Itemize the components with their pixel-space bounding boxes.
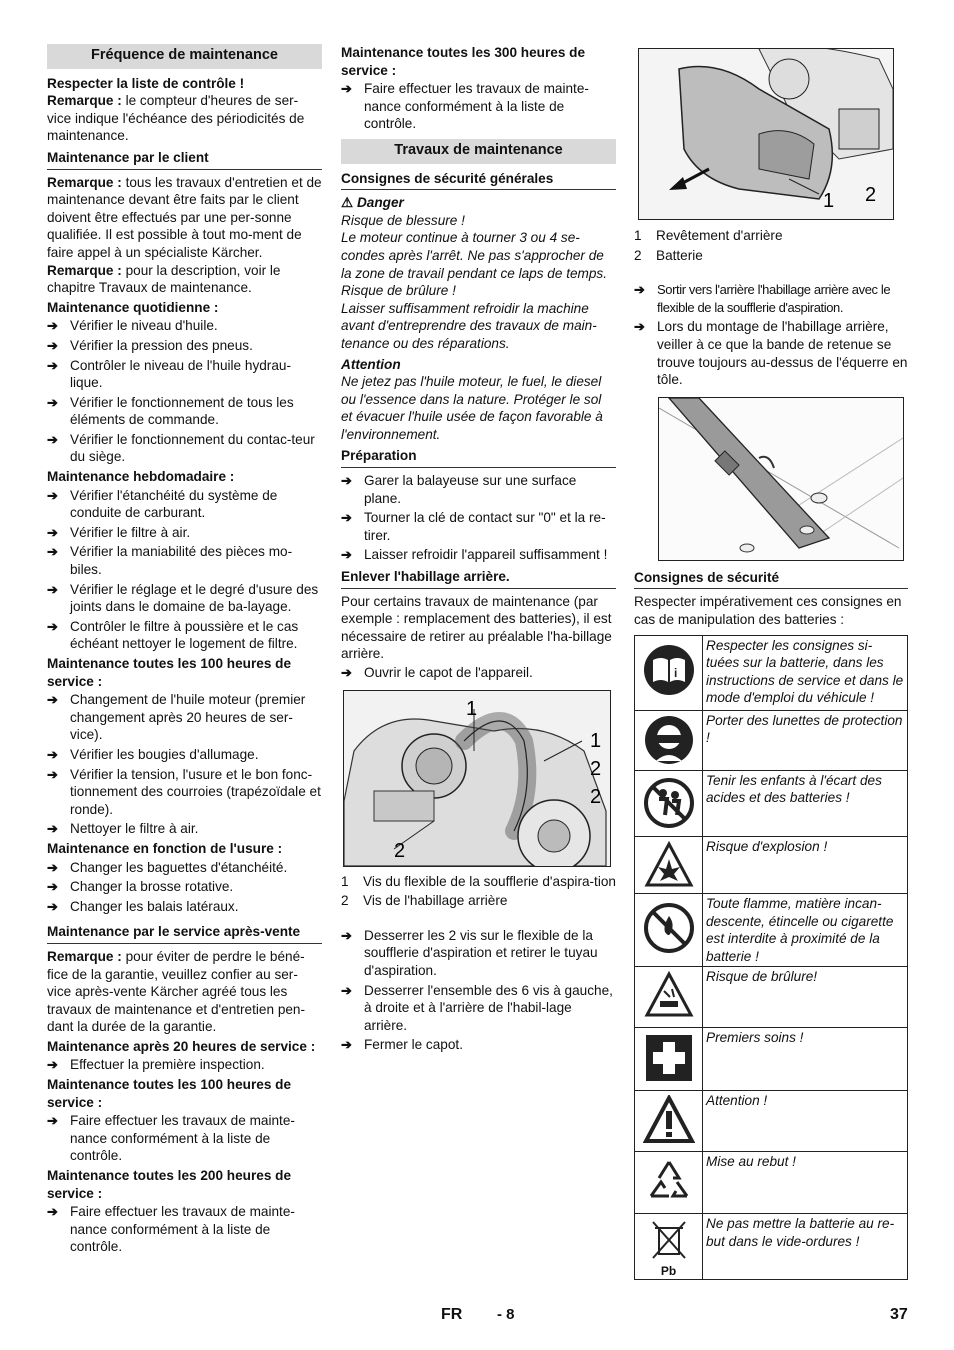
- danger-line: Laisser suffisamment refroidir la machine avant d'entreprendre des travaux de main-tenance ou des réparations.: [341, 300, 597, 351]
- warning-icon: [635, 1091, 703, 1152]
- heading-weekly: Maintenance hebdomadaire :: [47, 469, 235, 485]
- danger-line: Risque de brûlure !: [341, 283, 456, 299]
- acid-burn-icon: [635, 967, 703, 1028]
- no-bin-icon: [635, 1214, 703, 1280]
- client-note: Remarque : tous les travaux d'entretien et de maintenance devant être faits par le client doivent être effectués par une per-sonne qualifiée. Il est possible à tout mo-ment de faire appel à un spécialiste Kärcher.: [47, 174, 322, 260]
- svg-text:i: i: [673, 665, 677, 680]
- danger-line: Le moteur continue à tourner 3 ou 4 se-condes après l'arrêt. Ne pas s'approcher de la zone de travail pendant ce laps de temps.: [341, 230, 608, 281]
- list-item: ➔ Vérifier le réglage et le degré d'usure des joints dans le domaine de ba-layage.: [47, 581, 319, 615]
- list-item: ➔ Ouvrir le capot de l'appareil.: [341, 665, 533, 680]
- table-cell: Porter des lunettes de protection !: [703, 710, 908, 770]
- warning-triangle-icon: ⚠: [341, 195, 354, 211]
- table-row: [635, 770, 908, 836]
- heading-client-maintenance: Maintenance par le client: [47, 149, 322, 170]
- list-item: ➔ Effectuer la première inspection.: [47, 1057, 265, 1073]
- table-cell: Risque d'explosion !: [703, 836, 908, 894]
- arrow-icon: ➔: [47, 1057, 58, 1073]
- list-300h: [341, 80, 616, 133]
- wear-list: [47, 859, 322, 916]
- danger-line: Risque de blessure !: [341, 212, 465, 228]
- legend-item: 1 Revêtement d'arrière: [634, 228, 783, 243]
- list-100h: [47, 691, 322, 838]
- list-item: ➔ Fermer le capot.: [341, 1037, 463, 1053]
- list-item: ➔ Changer les baguettes d'étanchéité.: [47, 859, 288, 875]
- arrow-icon: ➔: [341, 81, 352, 97]
- callout-label: 2: [590, 757, 602, 780]
- heading-wear: Maintenance en fonction de l'usure :: [47, 840, 283, 856]
- callout-label: 2: [394, 839, 406, 862]
- callout-label: 1: [590, 729, 602, 752]
- footer-page-number: 37: [890, 1306, 908, 1323]
- list-item: ➔ Vérifier la maniabilité des pièces mo-biles.: [47, 544, 293, 578]
- callout-label: 1: [823, 190, 835, 212]
- table-row: [635, 1028, 908, 1091]
- list-item: ➔ Faire effectuer les travaux de mainte-nance conformément à la liste de contrôle.: [47, 1204, 295, 1255]
- list-item: ➔ Vérifier le fonctionnement de tous les éléments de commande.: [47, 394, 294, 428]
- table-cell: Premiers soins !: [703, 1028, 908, 1091]
- heading-daily: Maintenance quotidienne :: [47, 299, 219, 315]
- list-item: ➔ Nettoyer le filtre à air.: [47, 821, 199, 837]
- table-row: [635, 1152, 908, 1214]
- arrow-icon: ➔: [47, 618, 58, 634]
- heading-after-sales: Maintenance par le service après-vente: [47, 923, 322, 944]
- arrow-icon: ➔: [47, 337, 58, 353]
- footer-language: FR: [441, 1306, 463, 1323]
- attention-text: Ne jetez pas l'huile moteur, le fuel, le diesel ou l'essence dans la nature. Protéger le sol et évacuer l'huile usée de façon favorable à l'environnement.: [341, 374, 603, 442]
- heading-preparation: Préparation: [341, 447, 616, 468]
- list-item: ➔ Vérifier la tension, l'usure et le bon fonc-tionnement des courroies (trapézoïdale et ronde).: [47, 766, 321, 817]
- attention-label: Attention: [341, 356, 401, 372]
- arrow-icon: ➔: [341, 1037, 352, 1053]
- legend-item: 2 Vis de l'habillage arrière: [341, 893, 508, 909]
- list-item: ➔ Desserrer les 2 vis sur le flexible de la soufflerie d'aspiration et retirer le tuyau d'aspiration.: [341, 927, 598, 978]
- column-1: [47, 42, 322, 1258]
- list-item: ➔ Faire effectuer les travaux de mainte-nance conformément à la liste de contrôle.: [47, 1113, 295, 1164]
- list-item: ➔ Vérifier l'étanchéité du système de conduite de carburant.: [47, 487, 278, 521]
- arrow-icon: ➔: [47, 692, 58, 708]
- list-item: ➔ Vérifier le filtre à air.: [47, 524, 191, 540]
- arrow-icon: ➔: [47, 859, 58, 875]
- table-cell: Respecter les consignes si-tuées sur la batterie, dans les instructions de service et dans le mode d'emploi du véhicule !: [703, 635, 908, 710]
- table-row: [635, 836, 908, 894]
- list-item: ➔ Vérifier les bougies d'allumage.: [47, 746, 259, 762]
- table-cell: Ne pas mettre la batterie au re-but dans le vide-ordures !: [703, 1214, 908, 1280]
- rear-cover-steps: [634, 281, 908, 389]
- legend-item: 1 Vis du flexible de la soufflerie d'aspira-tion: [341, 873, 616, 889]
- list-item: ➔ Laisser refroidir l'appareil suffisamment !: [341, 547, 608, 563]
- table-row: [635, 1091, 908, 1152]
- remove-text: Pour certains travaux de maintenance (par exemple : remplacement des batteries), il est nécessaire de retirer au préalable l'ha-billage arrière.: [341, 593, 612, 662]
- heading-20h: Maintenance après 20 heures de service :: [47, 1038, 316, 1054]
- list-item: ➔ Desserrer l'ensemble des 6 vis à gauche, à droite et à l'arrière de l'habil-lage arrière.: [341, 982, 613, 1033]
- arrow-icon: ➔: [47, 394, 58, 410]
- arrow-icon: ➔: [47, 487, 58, 503]
- arrow-icon: ➔: [47, 879, 58, 895]
- battery-safety-table: [634, 635, 908, 1281]
- first-aid-icon: [635, 1028, 703, 1091]
- list-item: ➔ Vérifier la pression des pneus.: [47, 337, 253, 353]
- list-item: ➔ Sortir vers l'arrière l'habillage arrière avec le flexible de la soufflerie d'aspiration.: [634, 282, 891, 315]
- remove-steps-2: [341, 927, 616, 1054]
- list-item: ➔ Vérifier le fonctionnement du contac-teur du siège.: [47, 431, 315, 465]
- list-item: ➔ Lors du montage de l'habillage arrière, veiller à ce que la bande de retenue se trouve toujours au-dessus de l'équerre en tôle.: [634, 319, 908, 388]
- intro-note: Remarque : le compteur d'heures de ser-vice indique l'échéance des périodicités de maintenance.: [47, 93, 305, 144]
- arrow-icon: ➔: [341, 547, 352, 563]
- heading-general-safety: Consignes de sécurité générales: [341, 170, 616, 191]
- list-item: ➔ Tourner la clé de contact sur "0" et la re-tirer.: [341, 510, 606, 543]
- list-item: ➔ Faire effectuer les travaux de mainte-nance conformément à la liste de contrôle.: [341, 81, 589, 132]
- heading-300h: Maintenance toutes les 300 heures de service :: [341, 45, 586, 78]
- section-title-maintenance-work: Travaux de maintenance: [341, 139, 616, 164]
- arrow-icon: ➔: [47, 1204, 58, 1220]
- arrow-icon: ➔: [341, 982, 352, 998]
- client-note-2: Remarque : pour la description, voir le chapitre Travaux de maintenance.: [47, 262, 281, 296]
- table-row: [635, 635, 908, 710]
- callout-label: 1: [466, 697, 478, 720]
- battery-safety-text: Respecter impérativement ces consignes en cas de manipulation des batteries :: [634, 594, 902, 627]
- arrow-icon: ➔: [47, 746, 58, 762]
- table-cell: Toute flamme, matière incan-descente, étincelle ou cigarette est interdite à proximité de la batterie !: [703, 894, 908, 967]
- list-item: ➔ Changer les balais latéraux.: [47, 898, 239, 914]
- rear-cover-illustration: [639, 49, 893, 219]
- table-cell: Attention !: [703, 1091, 908, 1152]
- bracket-figure: [658, 397, 904, 561]
- list-item: ➔ Contrôler le filtre à poussière et le cas échéant nettoyer le logement de filtre.: [47, 618, 299, 652]
- bracket-illustration: [659, 398, 903, 560]
- heading-remove-rear-cover: Enlever l'habillage arrière.: [341, 568, 616, 589]
- table-cell: Risque de brûlure!: [703, 967, 908, 1028]
- arrow-icon: ➔: [341, 510, 352, 526]
- list-item: ➔ Garer la balayeuse sur une surface plane.: [341, 473, 577, 506]
- pb-label: Pb: [660, 1263, 677, 1278]
- no-fire-icon: [635, 894, 703, 967]
- engine-figure: [343, 690, 611, 867]
- arrow-icon: ➔: [341, 665, 352, 680]
- explosion-icon: [635, 836, 703, 894]
- list-20h: [47, 1056, 322, 1074]
- heading-100h: Maintenance toutes les 100 heures de service :: [47, 656, 292, 689]
- checklist-heading: Respecter la liste de contrôle !: [47, 75, 245, 91]
- arrow-icon: ➔: [634, 319, 645, 335]
- after-sales-note: Remarque : pour éviter de perdre le béné-fice de la garantie, veuillez confier au ser-vice après-vente Kärcher agréé tous les travaux de maintenance et d'entretien pen-dant la durée de la garantie.: [47, 948, 306, 1035]
- column-3: [634, 48, 908, 1280]
- arrow-icon: ➔: [47, 1113, 58, 1129]
- table-cell: Mise au rebut !: [703, 1152, 908, 1214]
- arrow-icon: ➔: [634, 282, 645, 298]
- footer-page-small: - 8: [497, 1306, 515, 1323]
- table-row: [635, 894, 908, 967]
- legend-item: 2 Batterie: [634, 247, 703, 263]
- remove-steps: [341, 664, 616, 682]
- arrow-icon: ➔: [341, 473, 352, 489]
- column-2: [341, 42, 616, 1056]
- rear-cover-figure: [638, 48, 894, 220]
- arrow-icon: ➔: [47, 318, 58, 334]
- weekly-list: [47, 487, 322, 653]
- arrow-icon: ➔: [47, 581, 58, 597]
- list-service-100h: [47, 1112, 322, 1165]
- list-item: ➔ Contrôler le niveau de l'huile hydrau-lique.: [47, 357, 291, 391]
- heading-battery-safety: Consignes de sécurité: [634, 569, 908, 590]
- arrow-icon: ➔: [341, 927, 352, 943]
- list-item: ➔ Changer la brosse rotative.: [47, 879, 234, 895]
- arrow-icon: ➔: [47, 544, 58, 560]
- section-title-maintenance-frequency: Fréquence de maintenance: [47, 44, 322, 69]
- list-item: ➔ Changement de l'huile moteur (premier changement après 20 heures de ser-vice).: [47, 692, 306, 743]
- callout-label: 2: [590, 785, 602, 808]
- manual-icon: [635, 635, 703, 710]
- heading-service-200h: Maintenance toutes les 200 heures de service :: [47, 1168, 292, 1201]
- callout-label: 2: [865, 184, 877, 206]
- list-service-200h: [47, 1203, 322, 1256]
- arrow-icon: ➔: [47, 766, 58, 782]
- arrow-icon: ➔: [47, 357, 58, 373]
- goggles-icon: [635, 710, 703, 770]
- arrow-icon: ➔: [47, 821, 58, 837]
- prep-list: [341, 472, 616, 564]
- no-children-icon: [635, 770, 703, 836]
- table-row: [635, 967, 908, 1028]
- list-item: ➔ Vérifier le niveau d'huile.: [47, 318, 218, 334]
- table-cell: Tenir les enfants à l'écart des acides et des batteries !: [703, 770, 908, 836]
- arrow-icon: ➔: [47, 898, 58, 914]
- heading-service-100h: Maintenance toutes les 100 heures de service :: [47, 1077, 292, 1110]
- arrow-icon: ➔: [47, 524, 58, 540]
- arrow-icon: ➔: [47, 431, 58, 447]
- engine-illustration: [344, 691, 610, 866]
- recycle-icon: [635, 1152, 703, 1214]
- table-row: [635, 1214, 908, 1280]
- danger-label: ⚠ Danger: [341, 195, 404, 211]
- daily-list: [47, 317, 322, 466]
- table-row: [635, 710, 908, 770]
